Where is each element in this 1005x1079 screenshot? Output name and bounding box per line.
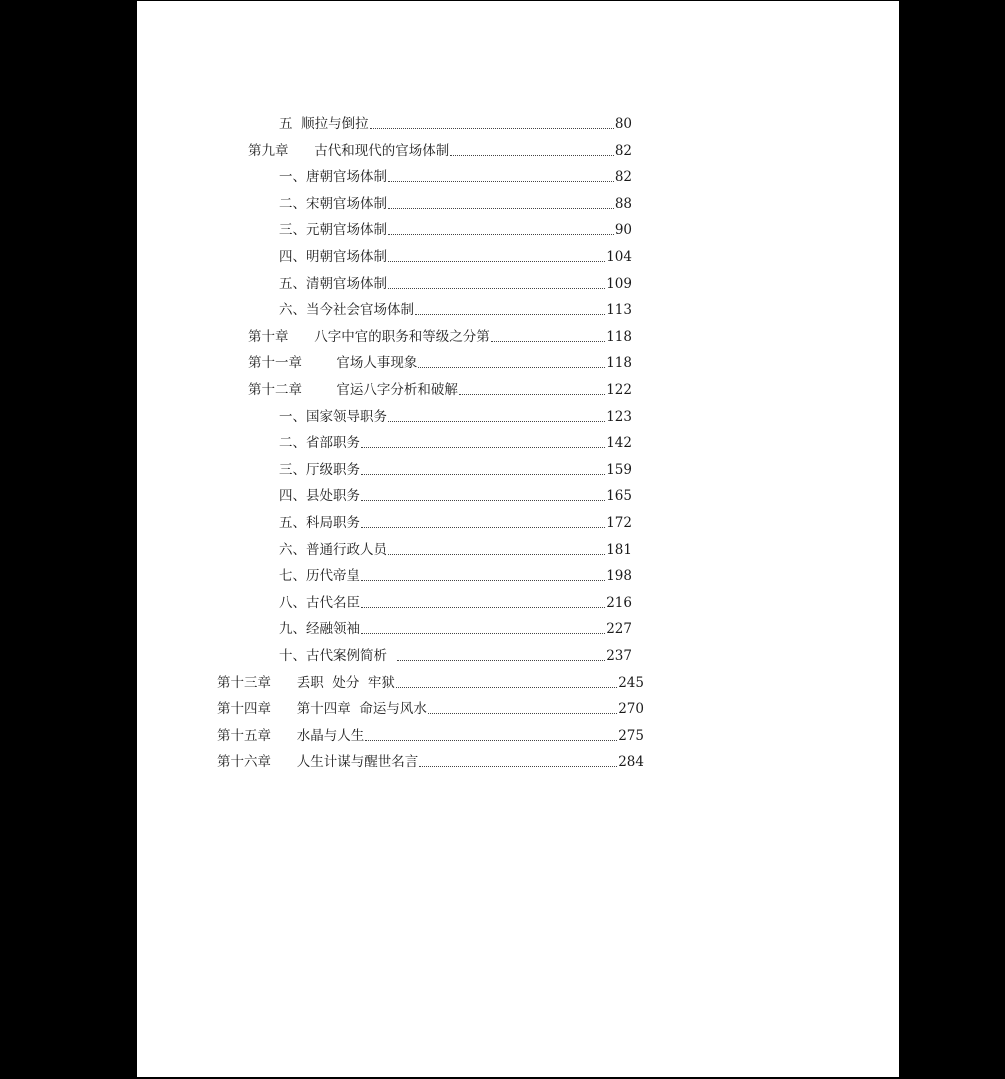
toc-entry-title: 六、普通行政人员 — [279, 542, 387, 558]
toc-dot-leader — [361, 447, 605, 448]
toc-entry-title: 九、经融领袖 — [279, 621, 360, 637]
toc-dot-leader — [396, 687, 617, 688]
toc-entry-title: 二、宋朝官场体制 — [279, 196, 387, 212]
toc-entry-page-number: 181 — [606, 542, 632, 558]
toc-entry-title: 十、古代案例简析 — [279, 648, 396, 664]
toc-entry-page-number: 90 — [614, 222, 632, 238]
toc-entry — [279, 593, 632, 613]
toc-entry — [217, 673, 644, 693]
toc-dot-leader — [361, 607, 605, 608]
toc-dot-leader — [388, 234, 614, 235]
toc-entry-title: 五 顺拉与倒拉 — [279, 116, 369, 132]
toc-entry-title: 第十一章 官场人事现象 — [248, 355, 418, 371]
toc-dot-leader — [361, 633, 605, 634]
toc-entry-page-number: 245 — [618, 675, 644, 691]
toc-entry — [217, 699, 644, 719]
toc-entry-page-number: 237 — [606, 648, 632, 664]
toc-entry — [248, 141, 632, 161]
toc-entry-page-number: 284 — [618, 754, 644, 770]
toc-dot-leader — [365, 740, 617, 741]
toc-entry-page-number: 123 — [606, 409, 632, 425]
toc-entry-page-number: 82 — [614, 143, 632, 159]
toc-entry-page-number: 80 — [614, 116, 632, 132]
toc-entry — [279, 433, 632, 453]
toc-entry-page-number: 165 — [606, 488, 632, 504]
toc-entry-page-number: 198 — [606, 568, 632, 584]
toc-entry-title: 三、元朝官场体制 — [279, 222, 387, 238]
toc-dot-leader — [419, 766, 617, 767]
toc-dot-leader — [361, 474, 605, 475]
toc-dot-leader — [388, 288, 605, 289]
toc-entry-title: 七、历代帝皇 — [279, 568, 360, 584]
toc-entry-title: 第十六章 人生计谋与醒世名言 — [217, 754, 419, 770]
toc-entry-page-number: 122 — [606, 382, 632, 398]
toc-dot-leader — [418, 367, 605, 368]
toc-entry-page-number: 216 — [606, 595, 632, 611]
toc-dot-leader — [388, 421, 605, 422]
toc-entry — [217, 726, 644, 746]
toc-entry — [279, 407, 632, 427]
toc-entry-page-number: 109 — [606, 276, 632, 292]
toc-dot-leader — [370, 128, 614, 129]
toc-entry-page-number: 118 — [606, 329, 632, 345]
toc-dot-leader — [491, 341, 605, 342]
toc-dot-leader — [415, 314, 605, 315]
table-of-contents — [137, 1, 899, 801]
toc-entry — [279, 566, 632, 586]
toc-dot-leader — [388, 554, 605, 555]
toc-entry-title: 第九章 古代和现代的官场体制 — [248, 143, 450, 159]
toc-entry-title: 一、唐朝官场体制 — [279, 169, 387, 185]
toc-entry-title: 第十章 八字中官的职务和等级之分第 — [248, 329, 490, 345]
toc-entry — [279, 220, 632, 240]
toc-entry — [279, 274, 632, 294]
toc-dot-leader — [388, 208, 614, 209]
toc-entry-page-number: 118 — [606, 355, 632, 371]
toc-entry — [248, 380, 632, 400]
toc-entry-page-number: 270 — [618, 701, 644, 717]
toc-entry-title: 四、县处职务 — [279, 488, 360, 504]
toc-dot-leader — [428, 713, 617, 714]
toc-entry-title: 八、古代名臣 — [279, 595, 360, 611]
toc-entry-page-number: 88 — [614, 196, 632, 212]
toc-dot-leader — [361, 500, 605, 501]
toc-entry — [279, 619, 632, 639]
toc-entry-page-number: 142 — [606, 435, 632, 451]
document-page — [137, 1, 899, 1077]
toc-entry — [279, 460, 632, 480]
toc-dot-leader — [450, 155, 614, 156]
toc-entry-title: 第十五章 水晶与人生 — [217, 728, 365, 744]
toc-entry-title: 五、清朝官场体制 — [279, 276, 387, 292]
toc-entry-title: 三、厅级职务 — [279, 462, 360, 478]
toc-entry — [217, 752, 644, 772]
toc-entry — [279, 646, 632, 666]
toc-entry-page-number: 172 — [606, 515, 632, 531]
toc-entry-title: 第十二章 官运八字分析和破解 — [248, 382, 458, 398]
toc-entry — [279, 513, 632, 533]
toc-dot-leader — [361, 527, 605, 528]
toc-entry-title: 二、省部职务 — [279, 435, 360, 451]
toc-entry-page-number: 275 — [618, 728, 644, 744]
toc-entry-title: 第十三章 丢职 处分 牢狱 — [217, 675, 395, 691]
toc-dot-leader — [388, 261, 605, 262]
toc-entry — [248, 353, 632, 373]
toc-entry — [279, 114, 632, 134]
toc-entry-page-number: 113 — [606, 302, 632, 318]
toc-entry-page-number: 159 — [606, 462, 632, 478]
toc-entry — [279, 540, 632, 560]
toc-entry-page-number: 227 — [606, 621, 632, 637]
toc-entry-title: 第十四章 第十四章 命运与风水 — [217, 701, 427, 717]
toc-entry — [248, 327, 632, 347]
toc-entry-title: 一、国家领导职务 — [279, 409, 387, 425]
toc-entry-page-number: 104 — [606, 249, 632, 265]
toc-dot-leader — [459, 394, 605, 395]
toc-dot-leader — [397, 660, 606, 661]
toc-dot-leader — [388, 181, 614, 182]
toc-entry — [279, 300, 632, 320]
toc-entry-title: 五、科局职务 — [279, 515, 360, 531]
toc-entry — [279, 167, 632, 187]
toc-dot-leader — [361, 580, 605, 581]
toc-entry-title: 四、明朝官场体制 — [279, 249, 387, 265]
toc-entry — [279, 247, 632, 267]
toc-entry-title: 六、当今社会官场体制 — [279, 302, 414, 318]
toc-entry — [279, 486, 632, 506]
toc-entry-page-number: 82 — [614, 169, 632, 185]
toc-entry — [279, 194, 632, 214]
